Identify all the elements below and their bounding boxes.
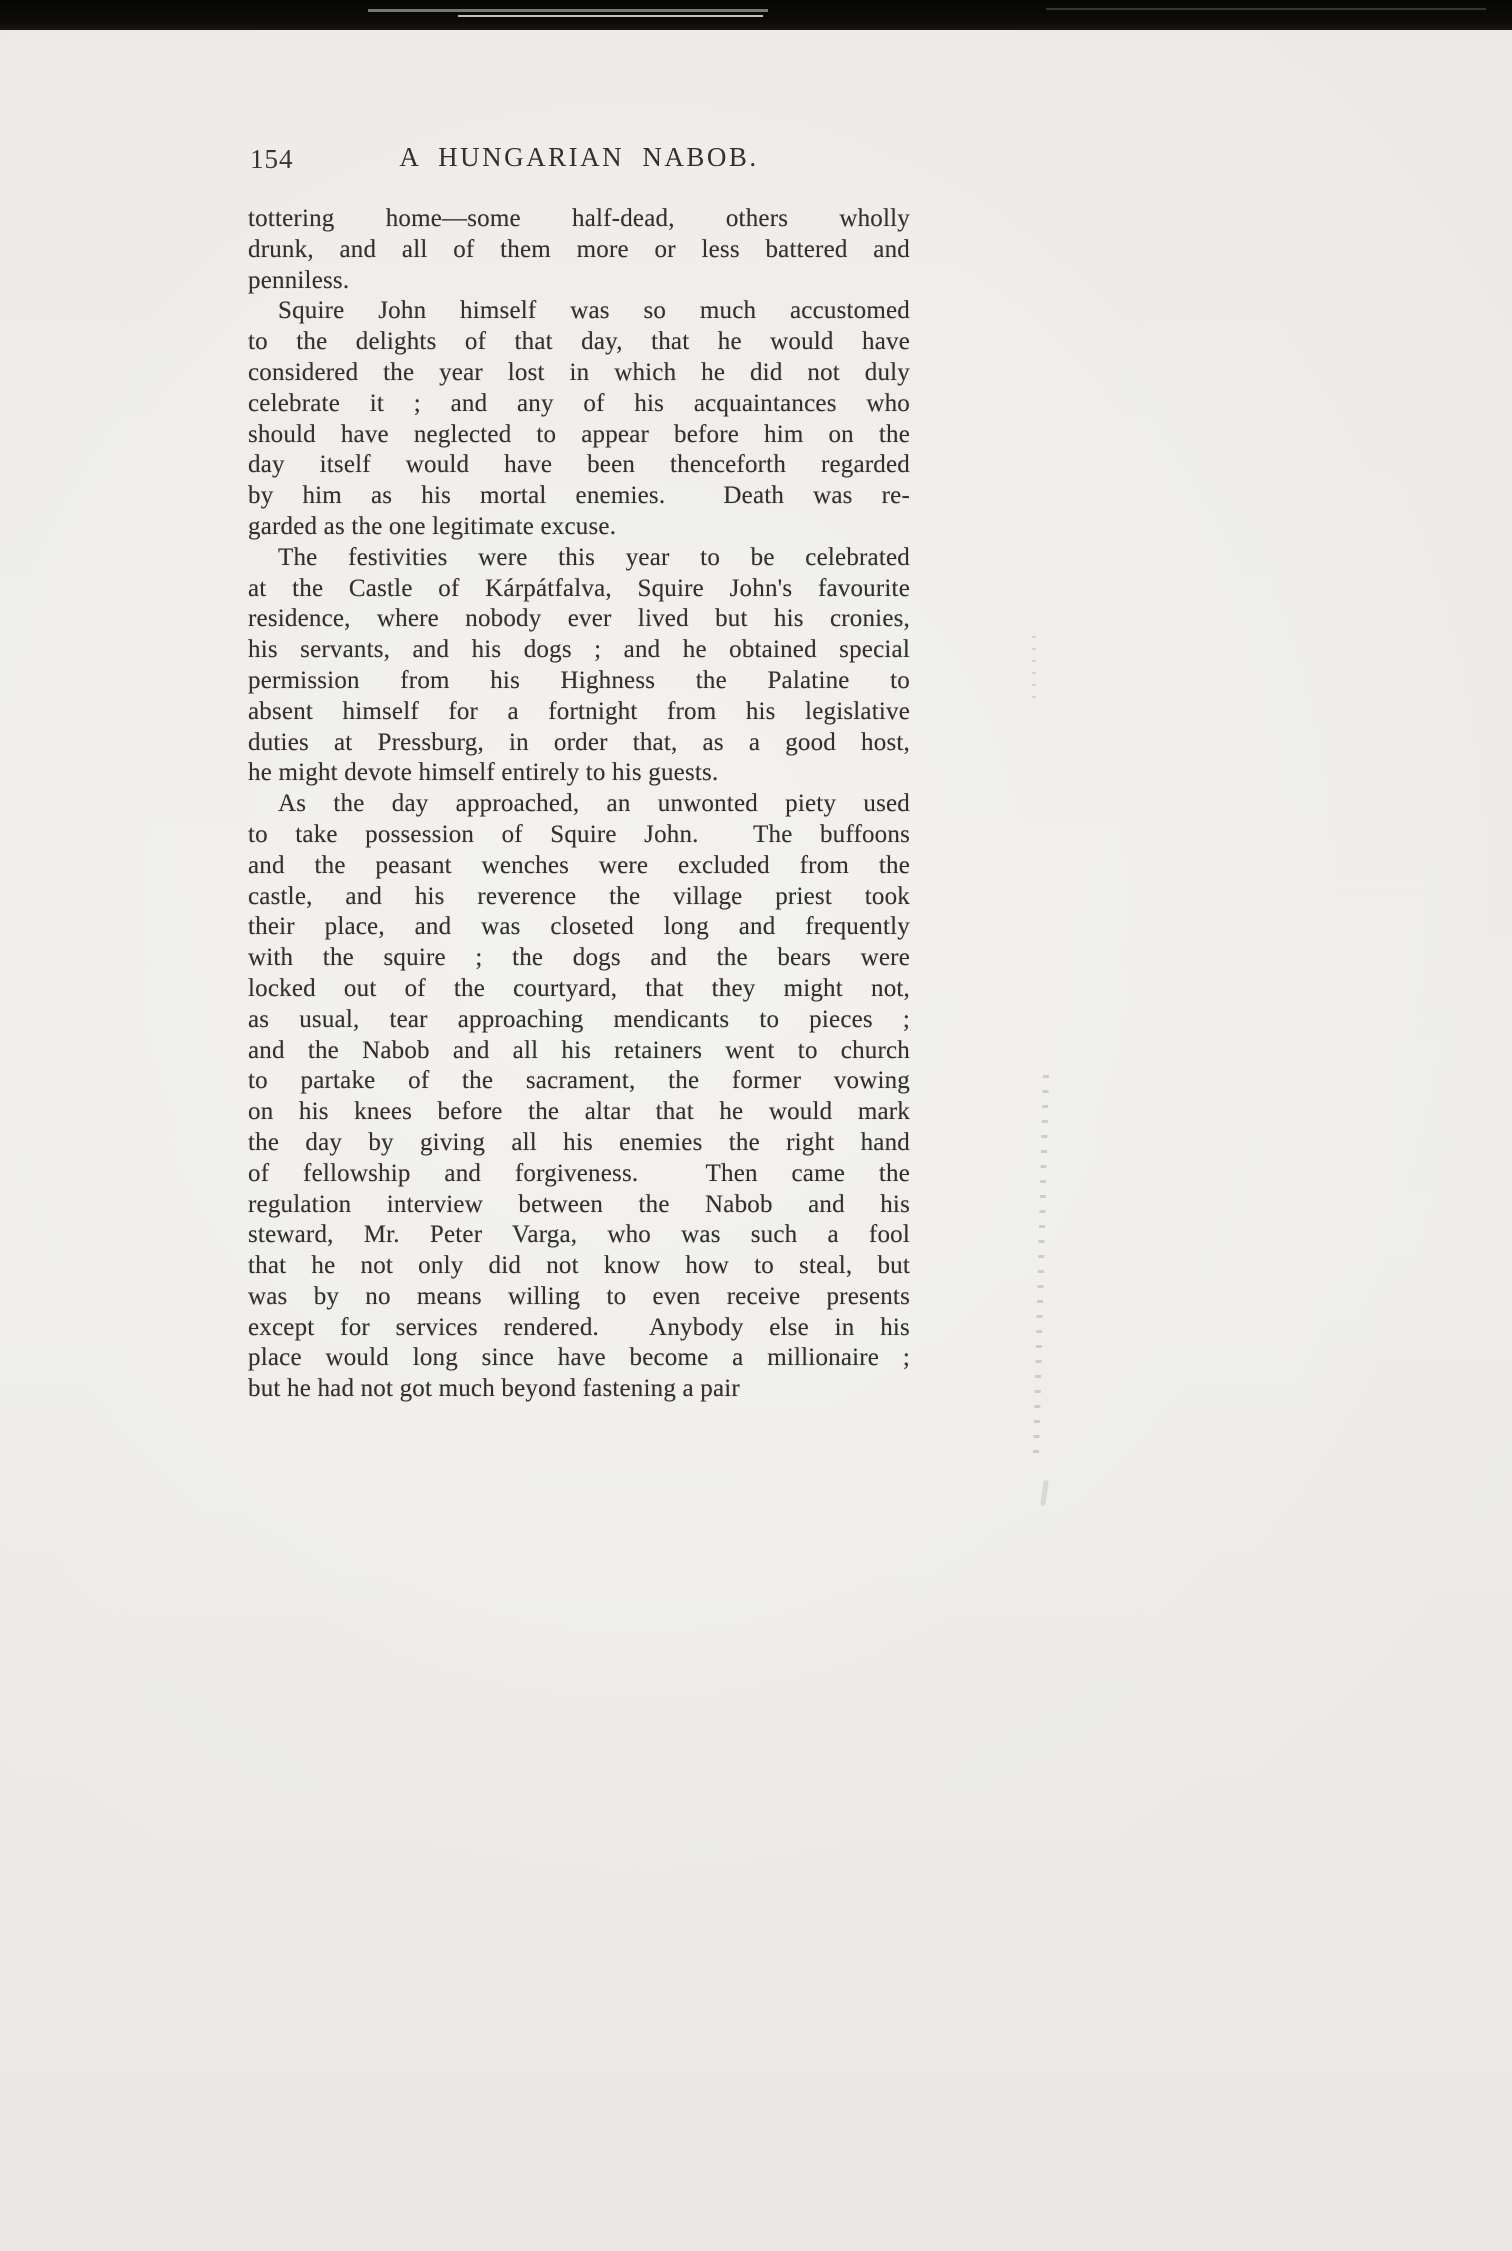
page-number: 154 [250, 144, 294, 174]
body-text [248, 204, 910, 1405]
text-line: celebrate it ; and any of his acquaintances who [248, 389, 910, 417]
text-line: of fellowship and forgiveness. Then came the [248, 1159, 910, 1187]
text-line: steward, Mr. Peter Varga, who was such a fool [248, 1221, 910, 1249]
text-line: on his knees before the altar that he would mark [248, 1098, 910, 1126]
text-line: considered the year lost in which he did not duly [248, 358, 910, 386]
text-line: and the peasant wenches were excluded from the [248, 851, 910, 879]
text-line: to take possession of Squire John. The buffoons [248, 820, 910, 848]
text-line: penniless. [248, 266, 350, 294]
text-line: absent himself for a fortnight from his legislative [248, 697, 910, 725]
text-line: that he not only did not know how to steal, but [248, 1252, 910, 1280]
text-line: but he had not got much beyond fastening a pair [248, 1375, 740, 1403]
text-line: As the day approached, an unwonted piety used [278, 790, 910, 818]
scan-artifact [1033, 1075, 1049, 1455]
scan-line [458, 15, 763, 17]
text-line: his servants, and his dogs ; and he obtained special [248, 636, 910, 664]
scan-line [1046, 8, 1486, 10]
scan-edge-bar [0, 0, 1512, 30]
text-line: castle, and his reverence the village priest took [248, 882, 910, 910]
text-line: place would long since have become a millionaire ; [248, 1344, 910, 1372]
text-line: at the Castle of Kárpátfalva, Squire John's favourite [248, 574, 910, 602]
text-line: day itself would have been thenceforth regarded [248, 451, 910, 479]
scan-artifact [1032, 636, 1036, 706]
text-line: and the Nabob and all his retainers went to church [248, 1036, 910, 1064]
scan-line [368, 9, 768, 12]
text-line: regulation interview between the Nabob and his [248, 1190, 910, 1218]
text-line: drunk, and all of them more or less battered and [248, 235, 910, 263]
text-line: should have neglected to appear before him on the [248, 420, 910, 448]
text-line: garded as the one legitimate excuse. [248, 512, 617, 540]
text-line: to the delights of that day, that he would have [248, 328, 910, 356]
scan-artifact [1040, 1480, 1049, 1506]
text-column [248, 142, 910, 1405]
text-line: the day by giving all his enemies the right hand [248, 1128, 910, 1156]
text-line: except for services rendered. Anybody else in his [248, 1313, 910, 1341]
text-line: duties at Pressburg, in order that, as a good host, [248, 728, 910, 756]
text-line: permission from his Highness the Palatine to [248, 666, 910, 694]
text-line: was by no means willing to even receive presents [248, 1282, 910, 1310]
text-line: he might devote himself entirely to his guests. [248, 759, 719, 787]
text-line: residence, where nobody ever lived but his cronies, [248, 605, 910, 633]
text-line: their place, and was closeted long and frequently [248, 913, 910, 941]
text-line: locked out of the courtyard, that they might not, [248, 974, 910, 1002]
text-line: tottering home—some half-dead, others wholly [248, 205, 910, 232]
page-header [248, 142, 910, 174]
text-line: Squire John himself was so much accustomed [278, 297, 910, 325]
text-line: The festivities were this year to be celebrated [278, 543, 910, 571]
text-line: as usual, tear approaching mendicants to pieces ; [248, 1005, 910, 1033]
text-line: with the squire ; the dogs and the bears were [248, 944, 910, 972]
text-line: to partake of the sacrament, the former vowing [248, 1067, 910, 1095]
text-line: by him as his mortal enemies. Death was re- [248, 482, 910, 510]
running-title: A HUNGARIAN NABOB. [399, 142, 759, 172]
